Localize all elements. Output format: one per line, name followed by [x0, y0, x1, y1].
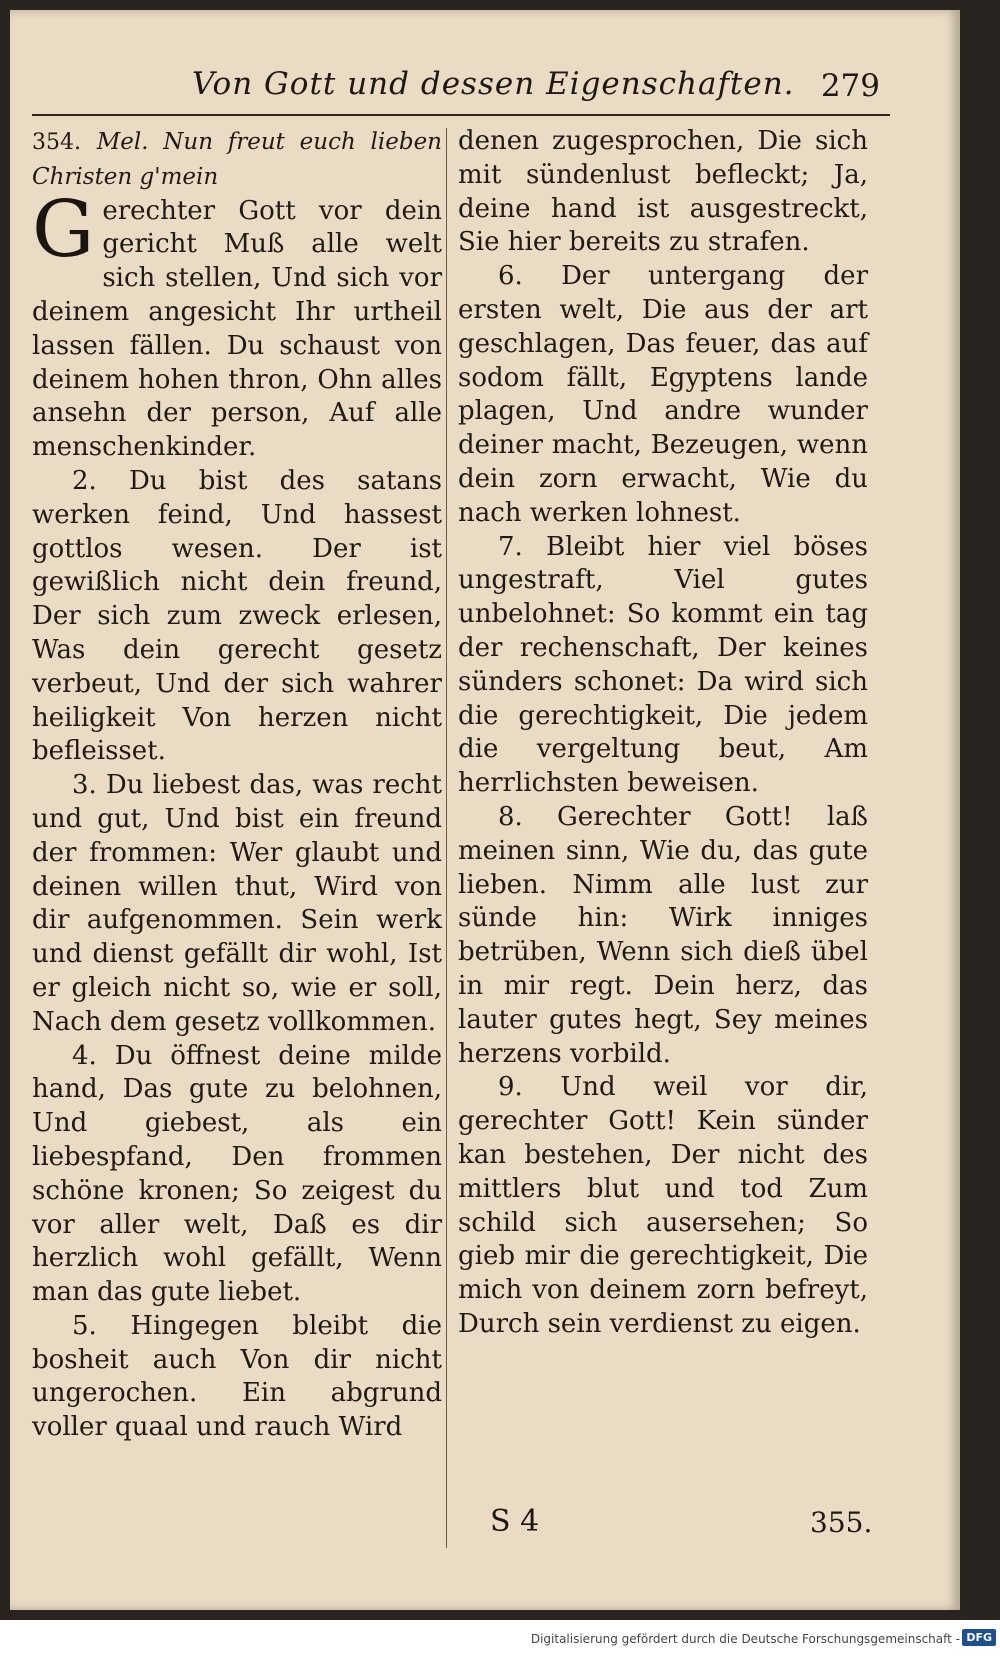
right-column	[458, 125, 868, 1342]
credit-text: Digitalisierung gefördert durch die Deutsche Forschungsgemeinschaft -	[530, 1632, 960, 1646]
book-page	[10, 10, 960, 1610]
stanza-5-end: denen zugesprochen, Die sich mit sündenlust befleckt; Ja, deine hand ist ausgestreckt, Sie hier bereits zu strafen.	[458, 126, 868, 258]
stanza-9: 9. Und weil vor dir, gerechter Gott! Kein sünder kan bestehen, Der nicht des mittlers blut und tod Zum schild sich ausersehen; So gieb mir die gerechtigkeit, Die mich von deinem zorn befreyt, Durch sein verdienst zu eigen.	[458, 1072, 868, 1339]
running-title: Von Gott und dessen Eigenschaften.	[192, 66, 795, 102]
stanza-1-text: erechter Gott vor dein gericht Muß alle welt sich stellen, Und sich vor deinem angesicht Ihr urtheil lassen fällen. Du schaust von deinem hohen thron, Ohn alles ansehn der person, Auf alle menschenkinder.	[32, 195, 442, 463]
stanza-5-start: 5. Hingegen bleibt die bosheit auch Von dir nicht ungerochen. Ein abgrund voller quaal und rauch Wird	[32, 1310, 442, 1443]
page-number: 279	[820, 68, 880, 104]
drop-capital: G	[32, 184, 95, 275]
stanza-7: 7. Bleibt hier viel böses ungestraft, Viel gutes unbelohnet: So kommt ein tag der rechenschaft, Der keines sünders schonet: Da wird sich die gerechtigkeit, Die jedem die vergeltung beut, Am herrlichsten beweisen.	[458, 531, 868, 799]
stanza-3: 3. Du liebest das, was recht und gut, Und bist ein freund der frommen: Wer glaubt und deinen willen thut, Wird von dir aufgenommen. Sein werk und dienst gefällt dir wohl, Ist er gleich nicht so, wie er soll, Nach dem gesetz vollkommen.	[32, 770, 442, 1037]
signature-mark: S 4	[490, 1504, 540, 1539]
left-column	[32, 125, 442, 1445]
stanza-2: 2. Du bist des satans werken feind, Und hassest gottlos wesen. Der ist gewißlich nicht dein freund, Der sich zum zweck erlesen, Was dein gerecht gesetz verbeut, Und der sich wahrer heiligkeit Von herzen nicht befleisset.	[32, 465, 442, 767]
hymn-number: 354.	[32, 130, 81, 155]
catchword: 355.	[810, 1506, 873, 1539]
page-header	[32, 62, 890, 116]
dfg-logo: DFG	[962, 1629, 996, 1646]
stanza-6: 6. Der untergang der ersten welt, Die aus der art geschlagen, Das feuer, das auf sodom fällt, Egyptens lande plagen, Und andre wunder deiner macht, Bezeugen, wenn dein zorn erwacht, Wie du nach werken lohnest.	[458, 261, 868, 528]
hymn-heading	[32, 125, 442, 195]
stanza-8: 8. Gerechter Gott! laß meinen sinn, Wie du, das gute lieben. Nimm alle lust zur sünde hin: Wirk inniges betrüben, Wenn sich dieß übel in mir regt. Dein herz, das lauter gutes hegt, Sey meines herzens vorbild.	[458, 801, 868, 1069]
stanza-1	[32, 184, 442, 465]
melody-line: Mel. Nun freut euch lieben Christen g'mein	[32, 129, 442, 190]
stanza-4: 4. Du öffnest deine milde hand, Das gute zu belohnen, Und giebest, als ein liebespfand, Den frommen schöne kronen; So zeigest du vor aller welt, Daß es dir herzlich wohl gefällt, Wenn man das gute liebet.	[32, 1040, 442, 1308]
column-divider	[446, 128, 447, 1548]
credit-bar	[0, 1620, 1000, 1656]
